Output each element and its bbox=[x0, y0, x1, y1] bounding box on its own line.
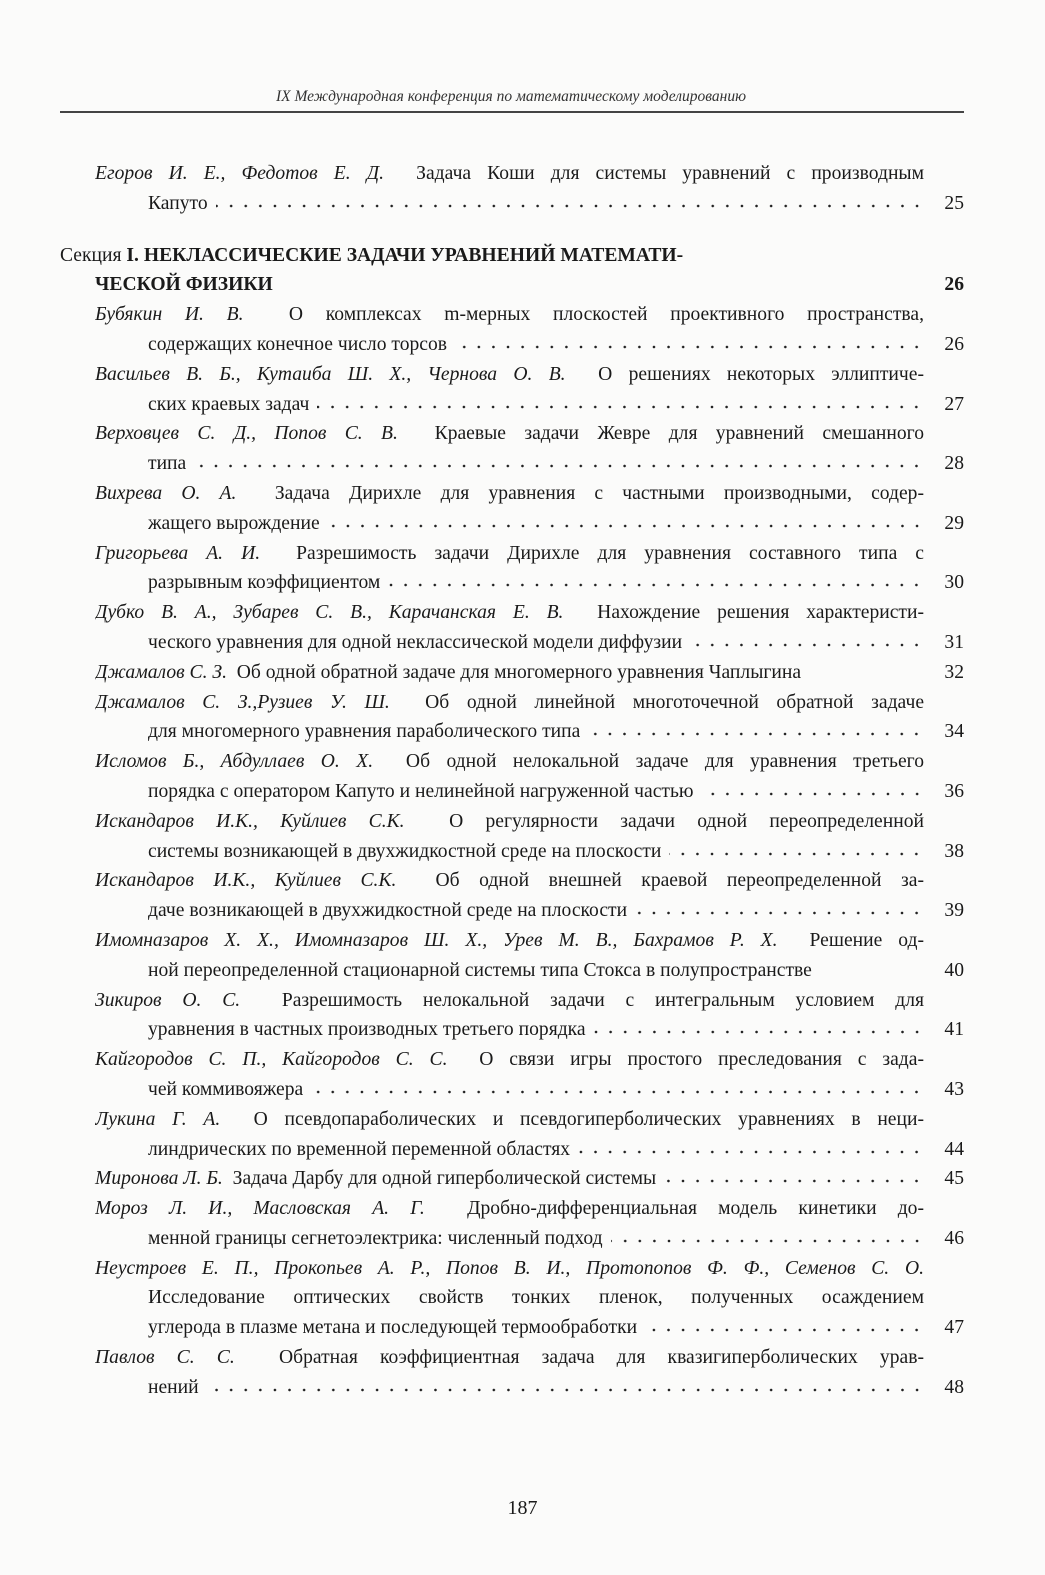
entry-authors: Искандаров И.К., Куйлиев С.К. bbox=[95, 870, 397, 892]
entry-title: Задача Дарбу для одной гиперболической системы bbox=[232, 1168, 657, 1190]
entry-text bbox=[95, 688, 924, 718]
entry-line bbox=[60, 747, 964, 777]
entry-line-last bbox=[60, 777, 964, 807]
toc-entry[interactable] bbox=[60, 479, 964, 539]
entry-title-start: Обратная коэффициентная задача для квазигиперболических урав- bbox=[279, 1347, 924, 1369]
entry-page: 39 bbox=[944, 900, 964, 922]
page-number: 187 bbox=[507, 1497, 538, 1519]
entry-text bbox=[95, 1254, 924, 1284]
dot-leader bbox=[317, 398, 924, 410]
dot-leader bbox=[611, 1232, 924, 1244]
toc-entry[interactable] bbox=[60, 1254, 964, 1343]
entry-line bbox=[60, 1254, 964, 1284]
entry-title-end: типа bbox=[148, 453, 187, 475]
entry-text bbox=[95, 479, 924, 509]
dot-leader bbox=[669, 845, 924, 857]
entry-line-last bbox=[60, 568, 964, 598]
entry-line-last bbox=[60, 449, 964, 479]
entry-title-end: содержащих конечное число торсов bbox=[148, 333, 448, 355]
entry-authors: Павлов С. С. bbox=[95, 1347, 235, 1369]
entry-page: 30 bbox=[944, 572, 964, 594]
toc-entry[interactable] bbox=[60, 1105, 964, 1165]
section-heading-line1 bbox=[60, 241, 964, 271]
dot-leader bbox=[635, 904, 924, 916]
entry-title-end: нений bbox=[148, 1376, 199, 1398]
section-word: Секция bbox=[60, 244, 122, 266]
toc-entry[interactable] bbox=[60, 1164, 964, 1194]
entry-title-end: ских краевых задач bbox=[148, 393, 310, 415]
entry-authors: Кайгородов С. П., Кайгородов С. С. bbox=[95, 1049, 448, 1071]
entry-line-last bbox=[60, 837, 964, 867]
entry-line bbox=[60, 688, 964, 718]
entry-line-last bbox=[60, 1015, 964, 1045]
entry-page: 32 bbox=[944, 661, 964, 683]
entry-page: 40 bbox=[944, 959, 964, 981]
entry-page: 47 bbox=[944, 1317, 964, 1339]
entry-line-last bbox=[60, 956, 964, 986]
entry-title-end: системы возникающей в двухжидкостной среде на плоскости bbox=[148, 840, 662, 862]
entry-line-last bbox=[60, 1075, 964, 1105]
entry-title-start: Разрешимость задачи Дирихле для уравнения составного типа с bbox=[296, 542, 924, 564]
dot-leader bbox=[702, 785, 924, 797]
toc-entry[interactable] bbox=[60, 986, 964, 1046]
entry-title-start: О псевдопараболических и псевдогиперболических уравнениях в неци- bbox=[253, 1108, 924, 1130]
entry-page: 29 bbox=[944, 512, 964, 534]
entry-page: 46 bbox=[944, 1227, 964, 1249]
entry-line bbox=[60, 1194, 964, 1224]
entry-text bbox=[95, 866, 924, 896]
entry-line bbox=[60, 539, 964, 569]
entry-line bbox=[60, 300, 964, 330]
entry-line-last bbox=[60, 189, 964, 219]
entry-title-end: для многомерного уравнения параболического типа bbox=[148, 721, 581, 743]
entry-text bbox=[95, 360, 924, 390]
toc-entry[interactable] bbox=[60, 360, 964, 420]
entry-title-start: О комплексах m-мерных плоскостей проективного пространства, bbox=[288, 304, 924, 326]
entry-title-end: даче возникающей в двухжидкостной среде на плоскости bbox=[148, 900, 628, 922]
entry-text bbox=[95, 1045, 924, 1075]
dot-leader bbox=[664, 1172, 924, 1184]
entry-authors: Егоров И. Е., Федотов Е. Д. bbox=[95, 163, 385, 184]
entry-title-start: Об одной линейной многоточечной обратной задаче bbox=[425, 691, 924, 713]
entry-title-end: линдрических по временной переменной областях bbox=[148, 1138, 571, 1160]
entry-page: 25 bbox=[944, 192, 964, 214]
entry-text bbox=[95, 986, 924, 1016]
entry-line bbox=[60, 658, 964, 688]
entry-title-end: ческого уравнения для одной неклассической модели диффузии bbox=[148, 631, 683, 653]
dot-leader bbox=[388, 576, 924, 588]
entry-line-last bbox=[60, 717, 964, 747]
entry-page: 26 bbox=[944, 333, 964, 355]
toc-entry[interactable] bbox=[60, 688, 964, 748]
running-header: IX Международная конференция по математическому моделированию bbox=[275, 88, 747, 105]
entry-line-last bbox=[60, 1135, 964, 1165]
entry-line bbox=[60, 807, 964, 837]
entry-text bbox=[95, 658, 936, 688]
entry-line bbox=[60, 360, 964, 390]
entry-authors: Лукина Г. А. bbox=[95, 1108, 221, 1130]
dot-leader bbox=[207, 1381, 924, 1393]
section-title-line2: ЧЕСКОЙ ФИЗИКИ bbox=[95, 274, 273, 296]
entry-line bbox=[60, 986, 964, 1016]
entry-title-end: менной границы сегнетоэлектрика: численный подход bbox=[148, 1227, 603, 1249]
entry-text bbox=[95, 1194, 924, 1224]
section-title-line1: I. НЕКЛАССИЧЕСКИЕ ЗАДАЧИ УРАВНЕНИЙ МАТЕМАТИ- bbox=[126, 244, 684, 266]
entry-title-end: чей коммивояжера bbox=[148, 1078, 304, 1100]
entry-page: 48 bbox=[944, 1376, 964, 1398]
entry-page: 41 bbox=[944, 1019, 964, 1041]
entry-authors: Имомназаров Х. Х., Имомназаров Ш. Х., Урев М. В., Бахрамов Р. Х. bbox=[95, 929, 778, 951]
entry-authors: Бубякин И. В. bbox=[95, 304, 244, 326]
toc-entry[interactable] bbox=[60, 539, 964, 599]
toc-entry[interactable] bbox=[60, 866, 964, 926]
entry-authors: Зикиров О. С. bbox=[95, 989, 241, 1011]
dot-leader bbox=[216, 197, 924, 209]
entry-page: 43 bbox=[944, 1078, 964, 1100]
toc-entry[interactable] bbox=[60, 159, 964, 219]
entry-title-start: О связи игры простого преследования с зада- bbox=[479, 1049, 924, 1071]
section-page: 26 bbox=[944, 274, 964, 296]
toc-entry[interactable] bbox=[60, 1194, 964, 1254]
entry-title-start: Краевые задачи Жевре для уравнений смешанного bbox=[434, 423, 924, 445]
entry-text bbox=[95, 1343, 924, 1373]
entry-title-start: Задача Коши для системы уравнений с производным bbox=[416, 163, 924, 184]
entry-text bbox=[95, 159, 924, 189]
dot-leader bbox=[690, 636, 924, 648]
entry-line-last bbox=[60, 1313, 964, 1343]
entry-page: 36 bbox=[944, 780, 964, 802]
entry-line bbox=[60, 419, 964, 449]
entry-authors: Мороз Л. И., Масловская А. Г. bbox=[95, 1198, 425, 1220]
entry-line-last bbox=[60, 509, 964, 539]
dot-leader bbox=[645, 1321, 924, 1333]
dot-leader bbox=[594, 1023, 924, 1035]
toc-entry[interactable] bbox=[60, 926, 964, 986]
entry-title-start: Дробно-дифференциальная модель кинетики до- bbox=[467, 1198, 924, 1220]
toc-entry[interactable] bbox=[60, 747, 964, 807]
entry-authors: Григорьева А. И. bbox=[95, 542, 261, 564]
entry-page: 28 bbox=[944, 453, 964, 475]
entry-authors: Джамалов С. З.,Рузиев У. Ш. bbox=[95, 691, 390, 713]
entry-line-last bbox=[60, 628, 964, 658]
entry-page: 34 bbox=[944, 721, 964, 743]
toc-entry[interactable] bbox=[60, 658, 964, 688]
toc-entry[interactable] bbox=[60, 419, 964, 479]
entry-title-end: разрывным коэффициентом bbox=[148, 572, 381, 594]
entry-line bbox=[60, 479, 964, 509]
dot-leader bbox=[194, 457, 924, 469]
section-heading-line2 bbox=[60, 270, 964, 300]
toc-entry[interactable] bbox=[60, 1343, 964, 1403]
entry-authors: Васильев В. Б., Кутаиба Ш. Х., Чернова О. В. bbox=[95, 363, 566, 385]
entry-text bbox=[95, 807, 924, 837]
entry-title-end: уравнения в частных производных третьего порядка bbox=[148, 1019, 586, 1041]
entry-title-start: Об одной нелокальной задаче для уравнения третьего bbox=[405, 751, 924, 773]
section-entries bbox=[60, 300, 964, 1402]
entry-authors: Неустроев Е. П., Прокопьев А. Р., Попов В. И., Протопопов Ф. Ф., Семенов С. О. bbox=[95, 1257, 924, 1279]
entry-title-start: Решение од- bbox=[809, 929, 924, 951]
entry-authors: Дубко В. А., Зубарев С. В., Карачанская Е. В. bbox=[95, 602, 564, 624]
entry-line bbox=[60, 1105, 964, 1135]
entry-authors: Исломов Б., Абдуллаев О. Х. bbox=[95, 751, 374, 773]
entry-text bbox=[95, 539, 924, 569]
entry-title-start: Нахождение решения характеристи- bbox=[597, 602, 924, 624]
dot-leader bbox=[588, 725, 924, 737]
entry-line-last bbox=[60, 390, 964, 420]
entry-text bbox=[95, 300, 924, 330]
entry-text bbox=[95, 926, 924, 956]
entry-text bbox=[95, 598, 924, 628]
entry-authors: Искандаров И.К., Куйлиев С.К. bbox=[95, 810, 405, 832]
entry-title-cont: Исследование оптических свойств тонких пленок, полученных осаждением bbox=[148, 1287, 924, 1309]
entry-text bbox=[95, 419, 924, 449]
entry-title-end: Капуто bbox=[148, 192, 208, 214]
dot-leader bbox=[455, 338, 924, 350]
entry-title-end: углерода в плазме метана и последующей термообработки bbox=[148, 1317, 638, 1339]
dot-leader bbox=[328, 517, 924, 529]
entry-title-start: О решениях некоторых эллиптиче- bbox=[598, 363, 924, 385]
entry-line bbox=[60, 1343, 964, 1373]
entry-title-end: порядка с оператором Капуто и нелинейной нагруженной частью bbox=[148, 780, 694, 802]
entry-line bbox=[60, 1164, 964, 1194]
entry-authors: Вихрева О. А. bbox=[95, 482, 237, 504]
toc-entry[interactable] bbox=[60, 598, 964, 658]
dot-leader bbox=[578, 1143, 924, 1155]
entry-title-end: жащего вырождение bbox=[148, 512, 320, 534]
entry-page: 38 bbox=[944, 840, 964, 862]
entry-line bbox=[60, 598, 964, 628]
dot-leader bbox=[311, 1083, 924, 1095]
entry-page: 45 bbox=[944, 1168, 964, 1190]
entry-title: Об одной обратной задаче для многомерного уравнения Чаплыгина bbox=[236, 661, 802, 683]
entry-text bbox=[95, 1105, 924, 1135]
entry-title-start: Задача Дирихле для уравнения с частными производными, содер- bbox=[274, 482, 924, 504]
pre-section-entries bbox=[60, 159, 964, 219]
entry-line bbox=[60, 1283, 964, 1313]
toc-entry[interactable] bbox=[60, 1045, 964, 1105]
entry-line bbox=[60, 926, 964, 956]
entry-authors: Верховцев С. Д., Попов С. В. bbox=[95, 423, 398, 445]
entry-page: 31 bbox=[944, 631, 964, 653]
entry-line-last bbox=[60, 896, 964, 926]
entry-title-start: О регулярности задачи одной переопределенной bbox=[449, 810, 924, 832]
entry-authors: Миронова Л. Б. bbox=[95, 1168, 223, 1190]
entry-line-last bbox=[60, 1373, 964, 1403]
entry-title-start: Разрешимость нелокальной задачи с интегральным условием для bbox=[281, 989, 924, 1011]
entry-authors: Джамалов С. З. bbox=[95, 661, 227, 683]
entry-line bbox=[60, 866, 964, 896]
entry-text bbox=[95, 747, 924, 777]
entry-title-end: ной переопределенной стационарной системы типа Стокса в полупространстве bbox=[148, 959, 812, 981]
toc-entry[interactable] bbox=[60, 807, 964, 867]
entry-line bbox=[60, 1045, 964, 1075]
entry-line bbox=[60, 159, 964, 189]
toc-entry[interactable] bbox=[60, 300, 964, 360]
table-of-contents bbox=[60, 159, 964, 1403]
entry-page: 44 bbox=[944, 1138, 964, 1160]
entry-page: 27 bbox=[944, 393, 964, 415]
header-rule bbox=[60, 111, 964, 113]
entry-line-last bbox=[60, 1224, 964, 1254]
entry-line-last bbox=[60, 330, 964, 360]
entry-title-start: Об одной внешней краевой переопределенной за- bbox=[435, 870, 924, 892]
